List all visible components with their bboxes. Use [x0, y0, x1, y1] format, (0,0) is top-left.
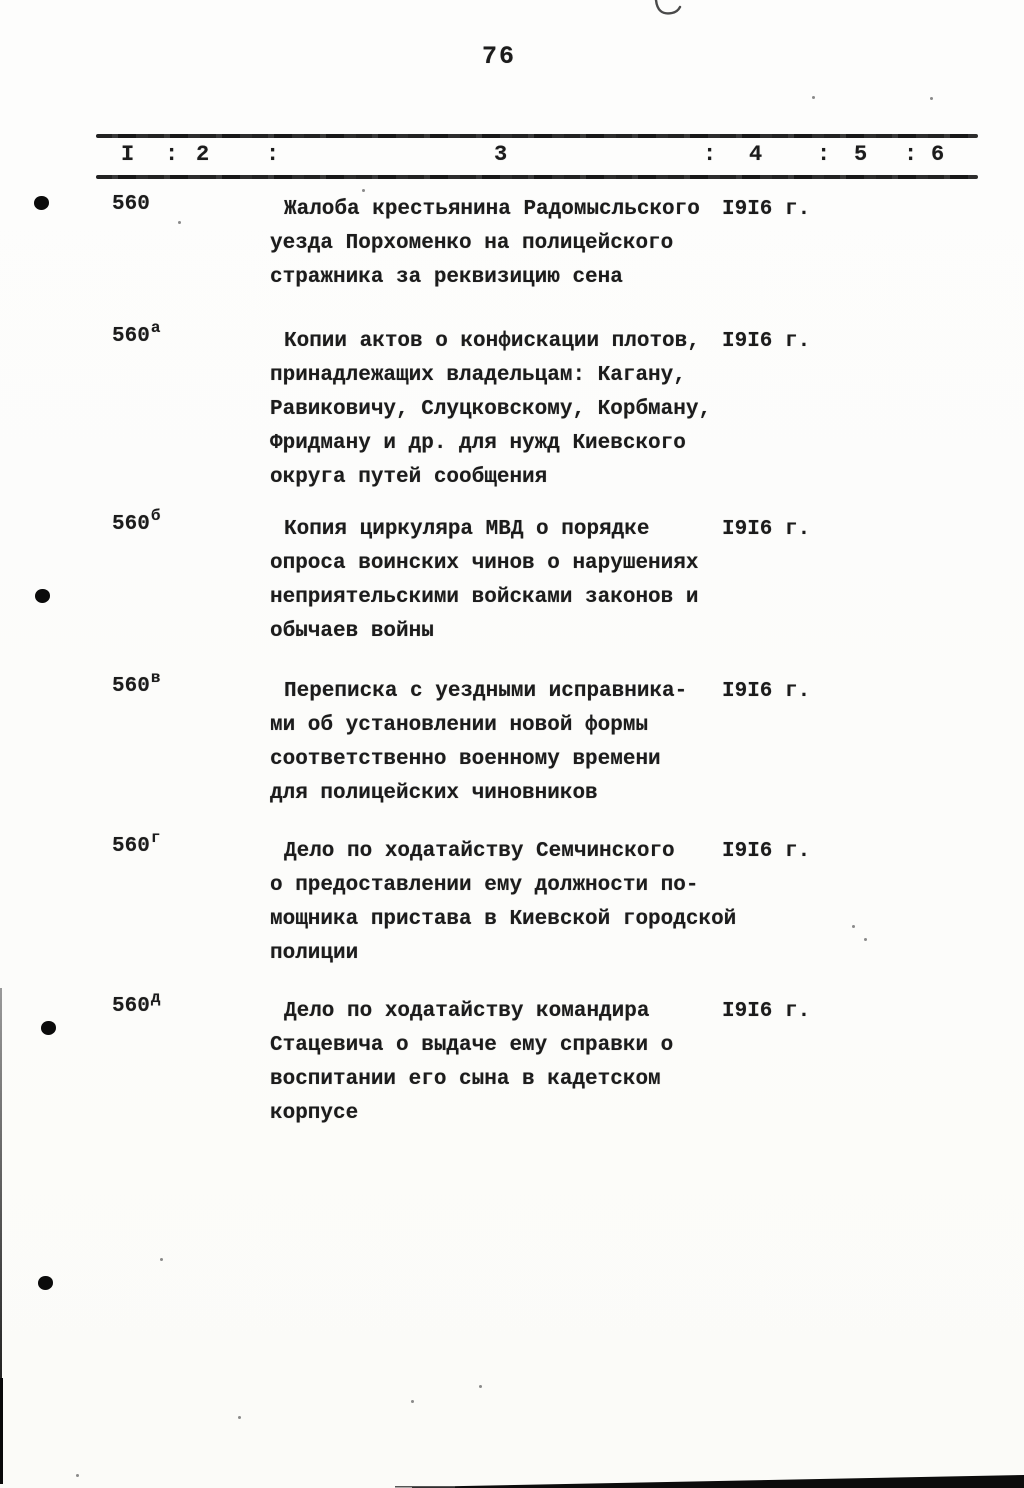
scan-left-edge-line — [0, 1378, 3, 1484]
column-label-4: 4 — [749, 142, 763, 167]
description-line: Стацевича о выдаче ему справки о — [270, 1034, 674, 1057]
entry-date: I9I6 г. — [722, 840, 811, 863]
description-line: корпусе — [270, 1102, 359, 1125]
entry-number-superscript: б — [150, 507, 161, 525]
entry-number — [112, 829, 161, 858]
description-line: соответственно военному времени — [270, 748, 661, 771]
description-line: о предоставлении ему должности по- — [270, 874, 699, 897]
entry-number-value: 560 — [112, 193, 150, 216]
description-line: Равиковичу, Слуцковскому, Корбману, — [270, 398, 712, 421]
ink-speck — [812, 96, 815, 99]
entry-date: I9I6 г. — [722, 198, 811, 221]
entry-number-superscript: в — [150, 669, 161, 687]
ink-speck — [479, 1385, 482, 1388]
ink-speck — [160, 1258, 163, 1261]
ink-speck — [362, 189, 365, 192]
entry-description — [270, 675, 770, 811]
header-rule-top — [96, 134, 978, 138]
description-line: неприятельскими войсками законов и — [270, 586, 699, 609]
column-separator: : — [165, 142, 179, 167]
description-line: мощника пристава в Киевской городской — [270, 908, 737, 931]
column-label-6: 6 — [931, 142, 945, 167]
entry-description — [270, 995, 770, 1131]
description-line: Жалоба крестьянина Радомысльского — [284, 198, 700, 221]
description-line: Переписка с уездными исправника- — [284, 680, 688, 703]
ink-speck — [238, 1416, 241, 1419]
description-line: для полицейских чиновников — [270, 782, 598, 805]
column-separator: : — [817, 142, 831, 167]
description-line: обычаев войны — [270, 620, 434, 643]
punch-hole-dot — [34, 196, 49, 210]
ink-speck — [76, 1474, 79, 1477]
entry-number-superscript: д — [150, 989, 161, 1007]
header-rule-bottom — [96, 175, 978, 179]
punch-hole-dot — [41, 1021, 56, 1035]
ink-speck — [178, 221, 181, 224]
column-label-3: 3 — [494, 142, 508, 167]
entry-number-value: 560 — [112, 513, 150, 536]
description-line: уезда Порхоменко на полицейского — [270, 232, 674, 255]
description-line: Копии актов о конфискации плотов, — [284, 330, 700, 353]
entry-date: I9I6 г. — [722, 330, 811, 353]
description-line: стражника за реквизицию сена — [270, 266, 623, 289]
entry-number — [112, 193, 151, 216]
entry-number-value: 560 — [112, 835, 150, 858]
scan-curve-mark — [646, 0, 698, 24]
ink-speck — [930, 97, 933, 100]
punch-hole-dot — [38, 1276, 53, 1290]
entry-number — [112, 507, 161, 536]
scan-left-edge-line — [0, 988, 2, 1380]
column-label-2: 2 — [196, 142, 210, 167]
punch-hole-dot — [35, 589, 50, 603]
entry-number — [112, 669, 161, 698]
ink-speck — [864, 938, 867, 941]
entry-date: I9I6 г. — [722, 518, 811, 541]
entry-number-value: 560 — [112, 995, 150, 1018]
entry-description — [270, 835, 770, 971]
entry-date: I9I6 г. — [722, 1000, 811, 1023]
description-line: округа путей сообщения — [270, 466, 548, 489]
entry-description — [270, 325, 770, 495]
description-line: Дело по ходатайству Семчинского — [284, 840, 675, 863]
column-separator: : — [703, 142, 717, 167]
description-line: принадлежащих владельцам: Кагану, — [270, 364, 686, 387]
entry-number-superscript: г — [150, 829, 161, 847]
entry-description — [270, 193, 770, 295]
description-line: полиции — [270, 942, 359, 965]
page-number: 76 — [482, 42, 517, 71]
column-label-5: 5 — [854, 142, 868, 167]
column-separator: : — [266, 142, 280, 167]
column-separator: : — [904, 142, 918, 167]
column-label-1: I — [121, 142, 135, 167]
entry-number — [112, 319, 161, 348]
ink-speck — [852, 925, 855, 928]
entry-description — [270, 513, 770, 649]
entry-number-value: 560 — [112, 675, 150, 698]
description-line: опроса воинских чинов о нарушениях — [270, 552, 699, 575]
entry-date: I9I6 г. — [722, 680, 811, 703]
description-line: воспитании его сына в кадетском — [270, 1068, 661, 1091]
entry-number-value: 560 — [112, 325, 150, 348]
description-line: ми об установлении новой формы — [270, 714, 649, 737]
description-line: Фридману и др. для нужд Киевского — [270, 432, 686, 455]
entry-number-superscript: а — [150, 319, 161, 337]
ink-speck — [411, 1400, 414, 1403]
entry-number — [112, 989, 161, 1018]
description-line: Дело по ходатайству командира — [284, 1000, 650, 1023]
description-line: Копия циркуляра МВД о порядке — [284, 518, 650, 541]
scan-bottom-edge — [0, 1470, 1024, 1488]
